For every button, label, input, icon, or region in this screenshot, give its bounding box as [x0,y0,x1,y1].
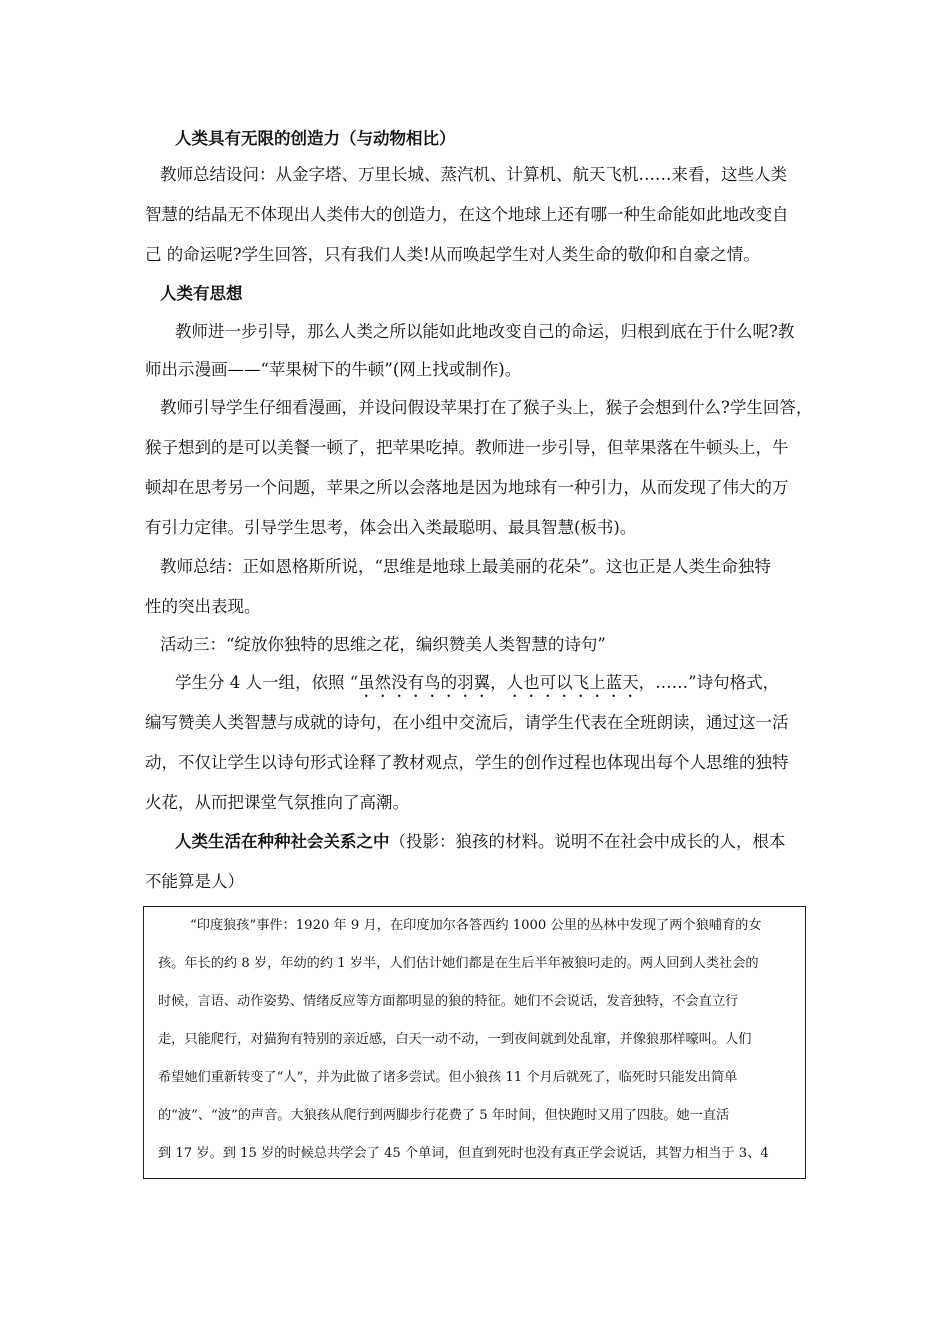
activity-line [175,673,779,701]
paragraph-line: 教师进一步引导，那么人类之所以能如此地改变自己的命运，归根到底在于什么呢?教 [175,322,795,341]
box-line: 到 17 岁。到 15 岁的时候总共学会了 45 个单词，但直到死时也没有真正学会说话，其智力相当于 3、4 [158,1146,769,1161]
emphasized-text: 人也可以飞上蓝天 [506,673,639,692]
box-line: “印度狼孩”事件：1920 年 9 月，在印度加尔各答西约 1000 公里的丛林中发现了两个狼哺育的女 [190,918,762,933]
heading-social-relations [175,832,786,852]
paragraph-line: 教师总结设问：从金字塔、万里长城、蒸汽机、计算机、航天飞机……来看，这些人类 [160,165,787,184]
box-line: 走，只能爬行，对猫狗有特别的亲近感，白天一动不动，一到夜间就到处乱窜，并像狼那样嚎叫。人们 [158,1032,752,1047]
text-span: 学生分 4 人一组，依照 “ [175,673,359,692]
paragraph-line: 教师总结：正如恩格斯所说，“思维是地球上最美丽的花朵”。这也正是人类生命独特 [160,557,771,576]
paragraph-line: 动，不仅让学生以诗句形式诠释了教材观点，学生的创作过程也体现出每个人思维的独特 [145,753,789,772]
wolf-child-material-box [143,906,806,1179]
box-line: 孩。年长的约 8 岁，年幼的约 1 岁半，人们估计她们都是在生后半年被狼叼走的。两人回到人类社会的 [158,956,759,971]
paragraph-line: 猴子想到的是可以美餐一顿了，把苹果吃掉。教师进一步引导，但苹果落在牛顿头上，牛 [145,438,789,457]
heading-thought: 人类有思想 [160,284,243,303]
box-line: 希望她们重新转变了“人”，并为此做了诸多尝试。但小狼孩 11 个月后就死了，临死时只能发出简单 [158,1070,738,1085]
heading-rest-text: （投影：狼孩的材料。说明不在社会中成长的人，根本 [389,832,786,851]
paragraph-line: 火花，从而把课堂气氛推向了高潮。 [145,793,409,812]
emphasized-text: 虽然没有鸟的羽翼， [358,673,507,692]
box-line: 时候，言语、动作姿势、情绪反应等方面都明显的狼的特征。她们不会说话，发音独特，不会直立行 [158,994,739,1009]
box-line: 的“波”、“波”的声音。大狼孩从爬行到两脚步行花费了 5 年时间，但快跑时又用了四肢。她一直活 [158,1108,730,1123]
paragraph-line: 不能算是人） [145,872,244,891]
activity-title: 活动三：“绽放你独特的思维之花，编织赞美人类智慧的诗句” [160,635,606,654]
paragraph-line: 己 的命运呢?学生回答，只有我们人类!从而唤起学生对人类生命的敬仰和自豪之情。 [145,245,760,264]
paragraph-line: 有引力定律。引导学生思考，体会出入类最聪明、最具智慧(板书)。 [145,518,637,537]
text-span: ，……”诗句格式， [638,673,780,692]
paragraph-line: 性的突出表现。 [145,597,261,616]
paragraph-line: 顿却在思考另一个问题，苹果之所以会落地是因为地球有一种引力，从而发现了伟大的万 [145,478,789,497]
paragraph-line: 编写赞美人类智慧与成就的诗句，在小组中交流后，请学生代表在全班朗读，通过这一活 [145,713,789,732]
paragraph-line: 师出示漫画——“苹果树下的牛顿”(网上找或制作)。 [145,360,522,379]
paragraph-line: 智慧的结晶无不体现出人类伟大的创造力，在这个地球上还有哪一种生命能如此地改变自 [145,205,789,224]
paragraph-line: 教师引导学生仔细看漫画，并设问假设苹果打在了猴子头上，猴子会想到什么?学生回答， [160,398,813,417]
heading-creativity: 人类具有无限的创造力（与动物相比） [175,129,456,148]
heading-bold-text: 人类生活在种种社会关系之中 [175,832,390,851]
